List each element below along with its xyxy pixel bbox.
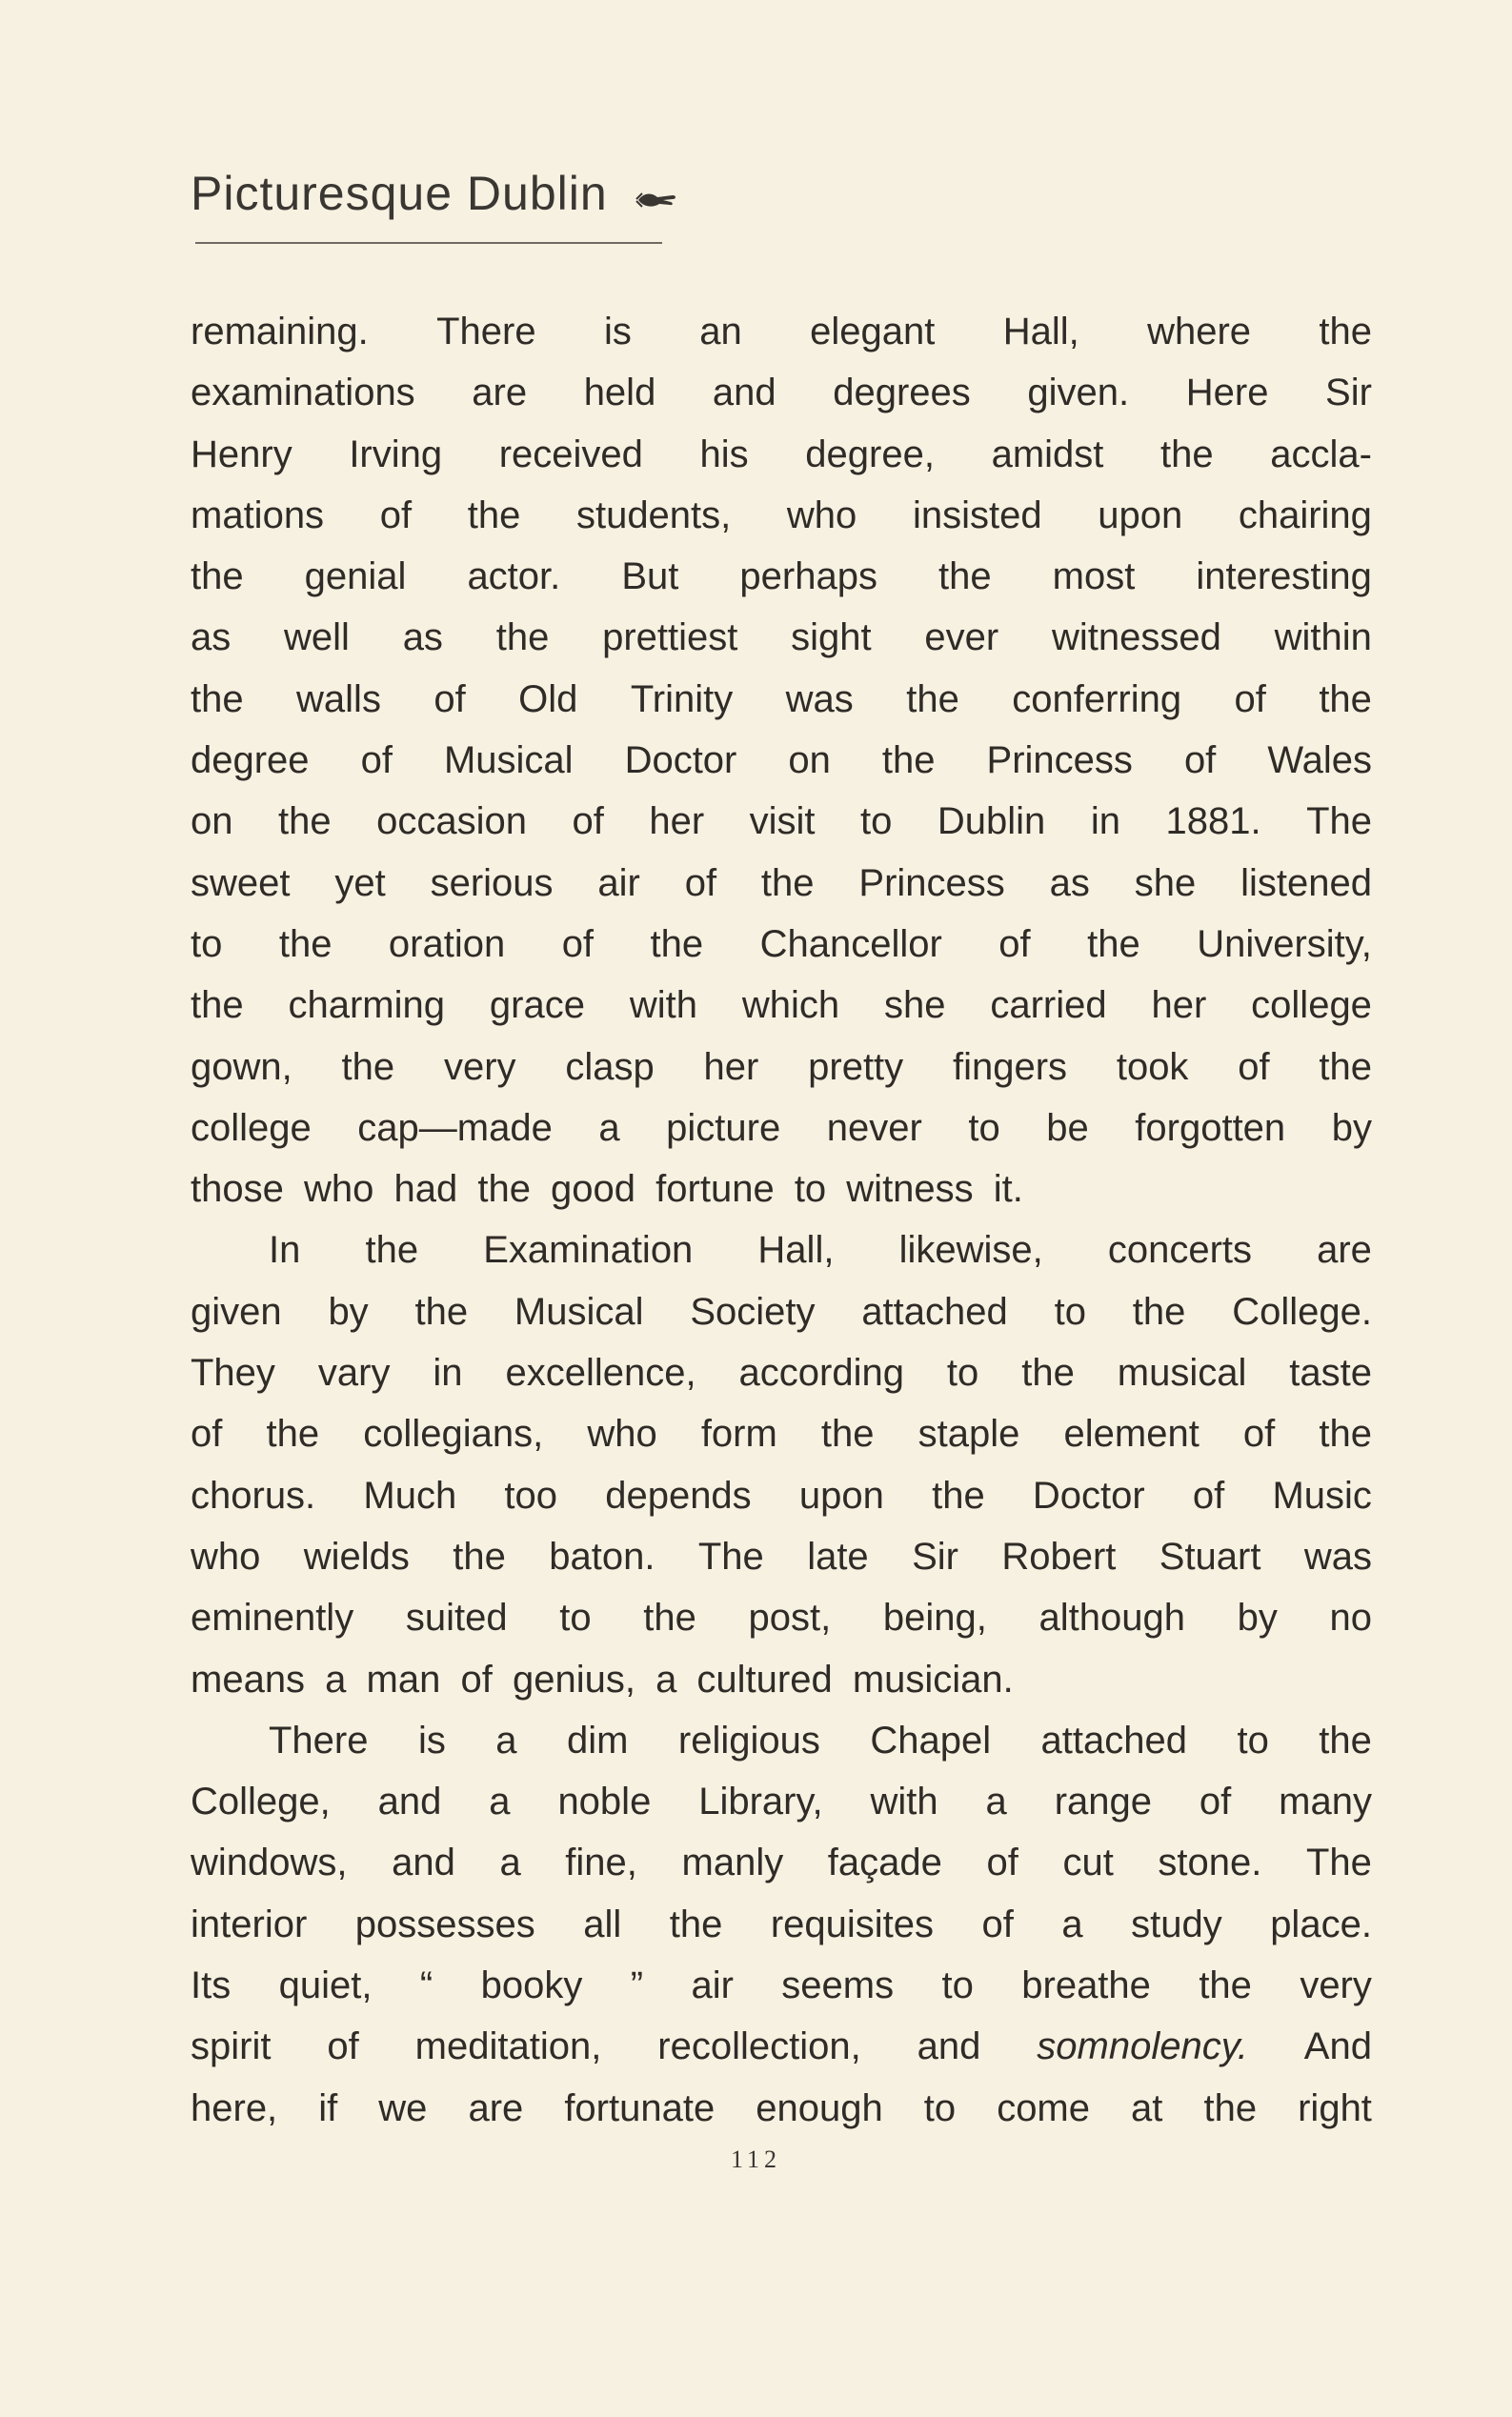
- text-line: remaining. There is an elegant Hall, where the: [191, 311, 1372, 352]
- text-line: means a man of genius, a cultured musician.: [191, 1658, 1014, 1701]
- running-head-title: Picturesque Dublin: [191, 167, 608, 220]
- text-line: as well as the prettiest sight ever witnessed within: [191, 616, 1372, 659]
- text-line: on the occasion of her visit to Dublin in 1881. The: [191, 800, 1372, 843]
- page-number: 112: [730, 2145, 782, 2173]
- text-line: sweet yet serious air of the Princess as she listened: [191, 861, 1372, 904]
- text-line: windows, and a fine, manly façade of cut stone. The: [191, 1842, 1372, 1884]
- text-line: interior possesses all the requisites of a study place.: [191, 1903, 1372, 1945]
- running-head-rule: [195, 242, 662, 244]
- text-line: the genial actor. But perhaps the most interesting: [191, 555, 1372, 598]
- text-line: the walls of Old Trinity was the conferring of the: [191, 677, 1372, 720]
- text-line: chorus. Much too depends upon the Doctor of Music: [191, 1474, 1372, 1517]
- hand-pointer-ornament-icon: [635, 188, 684, 217]
- text-line: the charming grace with which she carried her college: [191, 984, 1372, 1027]
- text-line: College, and a noble Library, with a range of many: [191, 1781, 1372, 1823]
- text-line: here, if we are fortunate enough to come at the right: [191, 2086, 1372, 2129]
- text-line: Its quiet, “ booky ” air seems to breathe the very: [191, 1964, 1372, 2007]
- text-line: mations of the students, who insisted upon chairing: [191, 493, 1372, 536]
- text-line: examinations are held and degrees given. Here Sir: [191, 372, 1372, 414]
- text-line: In the Examination Hall, likewise, concerts are: [269, 1229, 1372, 1272]
- text-line: of the collegians, who form the staple element of the: [191, 1413, 1372, 1456]
- text-line: college cap—made a picture never to be forgotten by: [191, 1106, 1372, 1149]
- running-head: [191, 167, 686, 221]
- text-line: There is a dim religious Chapel attached to the: [269, 1719, 1372, 1762]
- text-line: They vary in excellence, according to the musical taste: [191, 1352, 1372, 1395]
- text-line: eminently suited to the post, being, although by no: [191, 1597, 1372, 1640]
- text-line: degree of Musical Doctor on the Princess of Wales: [191, 739, 1372, 782]
- text-line: spirit of meditation, recollection, and somnolency. And: [191, 2025, 1372, 2068]
- text-line: Henry Irving received his degree, amidst the accla-: [191, 433, 1372, 475]
- text-line: gown, the very clasp her pretty fingers took of the: [191, 1045, 1372, 1088]
- text-line: who wields the baton. The late Sir Robert Stuart was: [191, 1535, 1372, 1578]
- text-line: those who had the good fortune to witness it.: [191, 1168, 1023, 1211]
- body-text: [191, 301, 1372, 2139]
- text-line: given by the Musical Society attached to the College.: [191, 1290, 1372, 1333]
- text-line: to the oration of the Chancellor of the University,: [191, 922, 1372, 965]
